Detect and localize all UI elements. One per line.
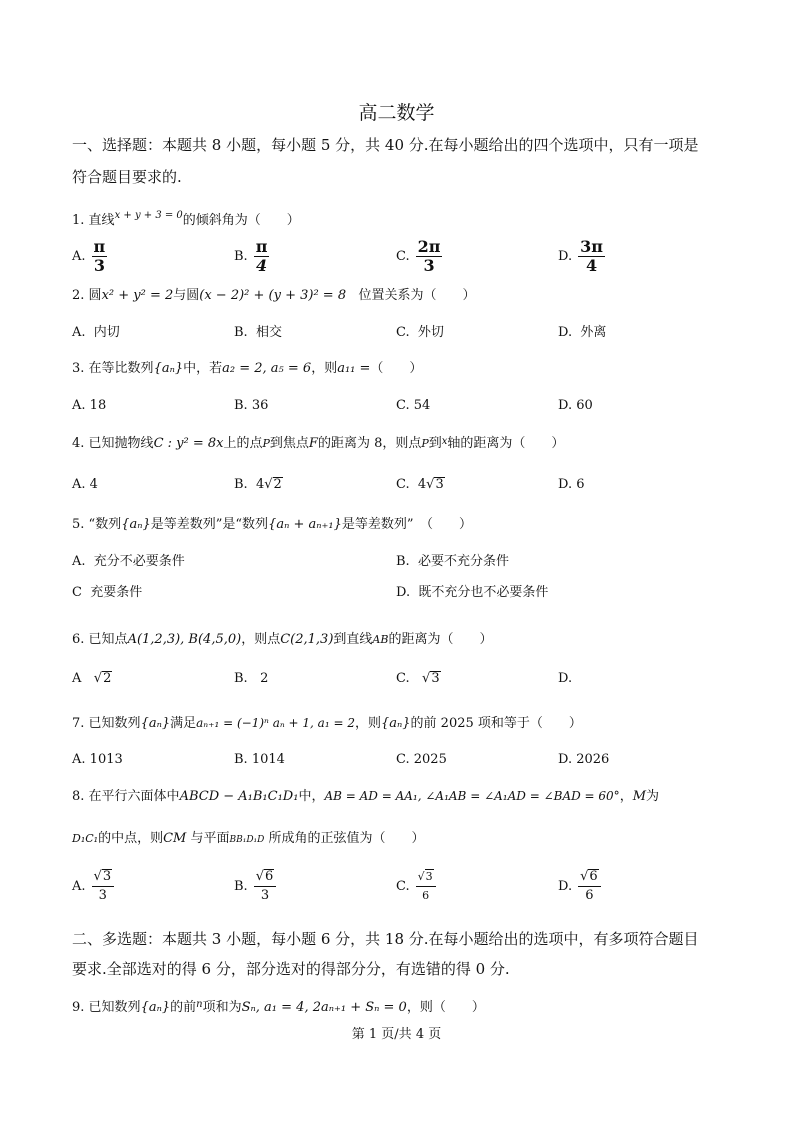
question-text: 项和为	[202, 1000, 242, 1015]
question-text: 已知点	[88, 632, 128, 647]
radicand: 3	[102, 869, 112, 884]
question-text: 的距离为 8，则点	[317, 436, 422, 451]
question-text: 为	[646, 789, 660, 804]
question-text: 满足	[170, 716, 197, 731]
q2-option-d	[558, 323, 606, 343]
question-2	[72, 286, 476, 306]
option-text: 既不充分也不必要条件	[418, 585, 549, 600]
option-label: C.	[396, 398, 410, 413]
point-p: P	[262, 437, 270, 450]
radicand: 3	[431, 671, 440, 686]
section2-heading-line2: 要求.全部选对的得 6 分，部分选对的得部分分，有选错的得 0 分.	[72, 960, 510, 978]
question-text: ，则	[354, 716, 381, 731]
q1-option-b	[234, 238, 269, 275]
q2-option-a	[72, 323, 120, 343]
question-8-line1	[72, 786, 659, 807]
question-number: 2.	[72, 288, 85, 303]
option-label: A.	[72, 752, 86, 767]
question-text: 的距离为（ ）	[388, 632, 493, 647]
question-6	[72, 630, 492, 650]
condition: AB = AD = AA₁, ∠A₁AB = ∠A₁AD = ∠BAD = 60°	[324, 789, 620, 803]
recurrence-relation: aₙ₊₁ = (−1)ⁿ aₙ + 1, a₁ = 2	[196, 716, 355, 730]
option-text: 1014	[251, 752, 285, 767]
q6-option-d	[558, 669, 572, 689]
radical-sign: √	[422, 671, 431, 686]
question-text: 到直线	[333, 632, 373, 647]
option-label: C.	[396, 325, 410, 340]
segment-cm: CM	[163, 831, 187, 846]
q7-option-a	[72, 750, 123, 770]
line-equation: x + y + 3 = 0	[114, 210, 183, 221]
circle-equation-2: (x − 2)² + (y + 3)² = 8	[199, 288, 347, 303]
section2-heading-line1: 二、多选题：本题共 3 小题，每小题 6 分，共 18 分.在每小题给出的选项中，有多项符合题目	[72, 930, 699, 948]
line-ab: AB	[372, 633, 389, 646]
radicand: 2	[103, 671, 112, 686]
question-text: ，则	[311, 361, 338, 376]
option-text: 1013	[89, 752, 123, 767]
n-symbol: n	[196, 999, 203, 1010]
question-number: 7.	[72, 716, 85, 731]
question-text: 已知抛物线	[88, 436, 154, 451]
point-p: P	[421, 437, 429, 450]
coefficient: 4	[255, 477, 265, 492]
segment-d1c1: D₁C₁	[72, 832, 99, 845]
q4-option-d	[558, 475, 585, 495]
option-label: A.	[72, 554, 86, 569]
option-label: B.	[234, 398, 248, 413]
question-text: 与圆	[173, 288, 200, 303]
option-text: 相交	[255, 325, 282, 340]
option-label: D.	[558, 249, 573, 264]
question-number: 5.	[72, 517, 85, 532]
option-label: B.	[234, 325, 248, 340]
question-text: 已知数列	[88, 716, 141, 731]
q8-option-a	[72, 868, 114, 905]
option-label: B.	[396, 554, 410, 569]
option-label: D.	[558, 752, 573, 767]
question-text: 所成角的正弦值为（ ）	[268, 831, 425, 846]
plane-bb1d1d: BB₁D₁D	[229, 835, 265, 845]
question-number: 9.	[72, 1000, 85, 1015]
q4-option-b	[234, 475, 283, 495]
question-text: 到	[428, 436, 442, 451]
question-text: ，则点	[241, 632, 281, 647]
numerator: π	[255, 237, 268, 256]
option-label: B.	[234, 671, 248, 686]
denominator: 3	[98, 888, 107, 903]
fraction	[254, 868, 277, 905]
q8-option-b	[234, 868, 276, 905]
option-text: 充要条件	[90, 585, 143, 600]
denominator: 4	[255, 256, 268, 275]
q2-option-b	[234, 323, 282, 343]
question-text: ，	[619, 789, 633, 804]
q1-option-a	[72, 238, 107, 275]
q5-option-c	[72, 583, 142, 603]
section1-heading-line2: 符合题目要求的.	[72, 168, 182, 186]
option-label: A.	[72, 249, 86, 264]
question-7	[72, 713, 582, 734]
question-number: 6.	[72, 632, 85, 647]
option-label: B.	[234, 879, 248, 894]
numerator: √6	[578, 868, 601, 887]
question-text: 上的点	[223, 436, 263, 451]
question-text: “数列	[88, 517, 122, 532]
q6-option-a	[72, 669, 112, 689]
option-text: 6	[576, 477, 585, 492]
option-label: A.	[72, 879, 86, 894]
question-text: 到焦点	[269, 436, 309, 451]
page-footer: 第 1 页/共 4 页	[351, 1027, 442, 1042]
question-text: （ ）	[370, 361, 423, 376]
option-label: A.	[72, 398, 86, 413]
option-label: C.	[396, 477, 410, 492]
q3-option-d	[558, 396, 593, 416]
q4-option-a	[72, 475, 98, 495]
option-text: 36	[251, 398, 269, 413]
q6-option-c	[396, 669, 441, 689]
question-text: 中，	[298, 789, 325, 804]
x-axis-symbol: x	[441, 436, 448, 447]
numerator: π	[93, 237, 106, 256]
option-label: B.	[234, 477, 248, 492]
option-text: 60	[576, 398, 593, 413]
question-text: 与平面	[190, 831, 230, 846]
option-label: A.	[72, 477, 86, 492]
focus-f: F	[308, 436, 318, 451]
fraction	[92, 238, 108, 275]
fraction	[92, 868, 115, 905]
option-label: C.	[396, 752, 410, 767]
radical-sign: √	[93, 671, 103, 686]
question-number: 4.	[72, 436, 85, 451]
radicand: 6	[589, 869, 598, 884]
question-number: 3.	[72, 361, 85, 376]
question-text: 已知数列	[88, 1000, 141, 1015]
parabola-equation: C : y² = 8x	[153, 436, 224, 451]
option-text: 18	[89, 398, 107, 413]
question-text: 的中点，则	[98, 831, 164, 846]
option-text: 内切	[93, 325, 120, 340]
radicand: 3	[435, 477, 444, 492]
q1-option-c	[396, 238, 442, 275]
radicand: 3	[425, 870, 433, 883]
option-label: D.	[558, 671, 573, 686]
sequence-symbol: {aₙ}	[380, 716, 411, 731]
denominator: 3	[423, 256, 435, 275]
question-9	[72, 995, 485, 1018]
q5-option-b	[396, 552, 509, 572]
sequence-symbol: {aₙ + aₙ₊₁}	[268, 517, 342, 532]
radical-sign: √	[426, 477, 435, 492]
option-label: A.	[72, 325, 86, 340]
option-label: C.	[396, 671, 410, 686]
fraction	[254, 238, 270, 275]
question-text: 位置关系为（ ）	[358, 288, 476, 303]
option-text: 4	[89, 477, 98, 492]
question-5	[72, 515, 472, 535]
option-text: 必要不充分条件	[417, 554, 509, 569]
section1-heading-line1: 一、选择题：本题共 8 小题，每小题 5 分，共 40 分.在每小题给出的四个选项中，只有一项是	[72, 136, 699, 154]
question-text: 轴的距离为（ ）	[447, 436, 565, 451]
option-label: A	[72, 671, 82, 686]
option-label: C.	[396, 879, 410, 894]
question-text: 在平行六面体中	[88, 789, 180, 804]
option-label: B.	[234, 249, 248, 264]
denominator: 4	[585, 256, 598, 275]
question-text: 是等差数列”是“数列	[150, 517, 269, 532]
page-title: 高二数学	[358, 102, 435, 124]
sequence-symbol: {aₙ}	[140, 716, 171, 731]
parallelepiped: ABCD − A₁B₁C₁D₁	[179, 789, 299, 804]
sequence-symbol: {aₙ}	[140, 1000, 171, 1015]
option-label: D.	[396, 585, 411, 600]
denominator: 6	[585, 888, 594, 903]
condition: Sₙ, a₁ = 4, 2aₙ₊₁ + Sₙ = 0	[241, 1000, 407, 1015]
fraction	[416, 868, 436, 905]
question-text: ，则（ ）	[406, 1000, 485, 1015]
q2-option-c	[396, 323, 444, 343]
option-text: 充分不必要条件	[93, 554, 185, 569]
q7-option-d	[558, 750, 609, 770]
q8-option-c	[396, 868, 436, 905]
question-4	[72, 432, 564, 454]
question-3	[72, 359, 422, 379]
fraction	[578, 868, 601, 905]
q8-option-d	[558, 868, 601, 905]
q7-option-c	[396, 750, 447, 770]
option-label: D.	[558, 477, 573, 492]
fraction	[416, 238, 443, 275]
option-label: B.	[234, 752, 248, 767]
option-label: D.	[558, 879, 573, 894]
q3-option-b	[234, 396, 268, 416]
condition: a₂ = 2, a₅ = 6	[222, 361, 312, 376]
question-text: 在等比数列	[88, 361, 154, 376]
question-text: 圆	[88, 288, 102, 303]
question-8-line2	[72, 829, 425, 850]
option-label: D.	[558, 325, 573, 340]
numerator: √3	[92, 868, 115, 887]
question-text: 的倾斜角为（ ）	[182, 213, 300, 228]
q4-option-c	[396, 475, 445, 495]
question-number: 8.	[72, 789, 85, 804]
coefficient: 4	[417, 477, 427, 492]
denominator: 3	[93, 256, 105, 275]
point-m: M	[632, 789, 647, 804]
q1-option-d	[558, 238, 605, 275]
q3-option-c	[396, 396, 430, 416]
option-text: 2025	[413, 752, 447, 767]
numerator: 3π	[580, 237, 603, 256]
circle-equation-1: x² + y² = 2	[101, 288, 174, 303]
asked-term: a₁₁ =	[337, 361, 371, 376]
option-text: 2026	[576, 752, 610, 767]
option-text: 外切	[417, 325, 444, 340]
sequence-symbol: {aₙ}	[121, 517, 151, 532]
option-label: D.	[558, 398, 573, 413]
denominator: 6	[422, 889, 430, 902]
numerator: 2π	[417, 237, 441, 256]
option-text: 外离	[580, 325, 607, 340]
q5-option-a	[72, 552, 185, 572]
radical-sign: √	[264, 477, 273, 492]
question-text: 中，若	[183, 361, 223, 376]
points-a-b: A(1,2,3), B(4,5,0)	[127, 632, 242, 647]
question-number: 1.	[72, 213, 85, 228]
option-text: 2	[260, 671, 269, 686]
fraction	[578, 238, 605, 275]
question-text: 的前	[170, 1000, 197, 1015]
radicand: 2	[273, 477, 282, 492]
question-1	[72, 206, 300, 231]
question-text: 是等差数列” （ ）	[341, 517, 473, 532]
denominator: 3	[260, 888, 270, 903]
question-text: 直线	[88, 213, 115, 228]
option-label: C.	[396, 249, 410, 264]
point-c: C(2,1,3)	[280, 632, 334, 647]
numerator: √6	[254, 868, 277, 887]
q7-option-b	[234, 750, 285, 770]
radicand: 6	[264, 869, 274, 884]
q5-option-d	[396, 583, 548, 603]
sequence-symbol: {aₙ}	[153, 361, 184, 376]
option-label: C	[72, 585, 82, 600]
option-text: 54	[413, 398, 431, 413]
q3-option-a	[72, 396, 106, 416]
q6-option-b	[234, 669, 268, 689]
question-text: 的前 2025 项和等于（ ）	[410, 716, 582, 731]
numerator: √3	[416, 868, 436, 887]
